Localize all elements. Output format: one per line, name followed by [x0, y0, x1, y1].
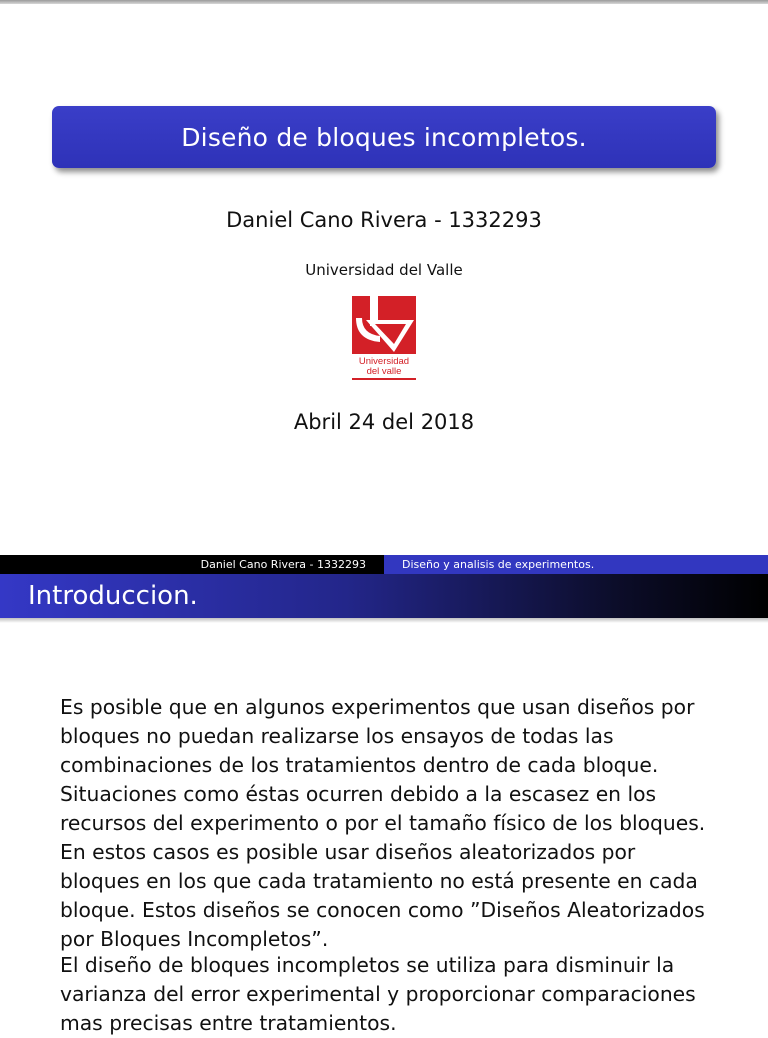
footer-author [0, 555, 384, 574]
intro-paragraph-1: Es posible que en algunos experimentos que usan diseños por bloques no puedan realizarse los ensayos de todas las combinaciones de los tratamientos dentro de cada bloque. Situaciones como éstas ocurren debido a la escasez en los recursos del experimento o por el tamaño físico de los bloques. En estos casos es posible usar diseños aleatorizados por bloques en los que cada tratamiento no está presente en cada bloque. Estos diseños se conocen como ”Diseños Aleatorizados por Bloques Incompletos”. [60, 695, 706, 951]
logo-text-del-valle: del valle [366, 366, 402, 377]
presentation-title: Diseño de bloques incompletos. [181, 122, 587, 152]
presentation-title-box [52, 106, 716, 168]
logo-text-university: Universidad [358, 356, 410, 367]
logo-emblem-icon [352, 296, 416, 356]
footer-course [384, 555, 768, 574]
slide-footer [0, 555, 768, 574]
footer-course-text: Diseño y analisis de experimentos. [402, 558, 595, 571]
institute-line: Universidad del Valle [305, 261, 463, 279]
intro-paragraph-2: El diseño de bloques incompletos se utiliza para disminuir la varianza del error experimental y proporcionar comparaciones mas precisas entre tratamientos. [60, 953, 696, 1035]
page-top-border [0, 0, 768, 4]
logo-underline [352, 378, 416, 380]
university-logo [352, 296, 416, 382]
frame-title-shadow [0, 618, 768, 623]
frame-title: Introduccion. [28, 581, 198, 611]
presentation-date: Abril 24 del 2018 [293, 410, 475, 434]
footer-author-text: Daniel Cano Rivera - 1332293 [200, 558, 366, 571]
frame-title-bar [0, 574, 768, 618]
author-line: Daniel Cano Rivera - 1332293 [226, 208, 542, 232]
